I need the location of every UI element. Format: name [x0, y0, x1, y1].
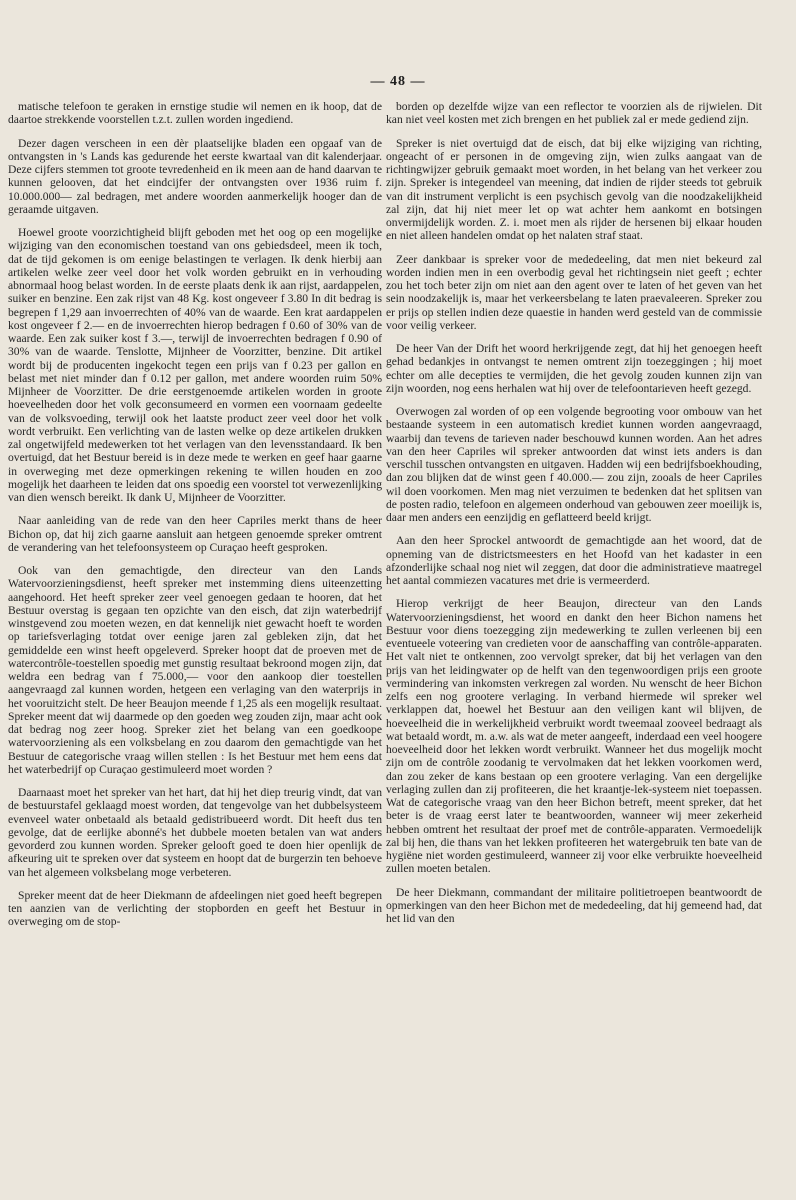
- left-paragraph-1: matische telefoon te geraken in ernstige studie wil nemen en ik hoop, dat de daartoe strekkende voorstellen t.z.t. zullen worden ingediend.: [8, 100, 382, 127]
- left-paragraph-5: Ook van den gemachtigde, den directeur van den Lands Watervoorzieningsdienst, heeft spreker met instemming diens uiteenzetting aangehoord. Het heeft spreker zeer veel genoegen gedaan te hooren, dat het Bestuur overstag is gegaan ten opzichte van den eisch, dat zijn waterbedrijf winstgevend zou moeten wezen, en dat kennelijk niet gewacht hoeft te worden op tariefsverlaging totdat over eenige jaren zal gebleken zijn, dat het gemiddelde een winst heeft opgeleverd. Spreker hoopt dat de proeven met de watercontrôle-toestellen spoedig met gunstig resultaat bekroond mogen zijn, dat weldra een bedrag van f 75.000,— voor den aankoop dier toestellen aangevraagd zal kunnen worden, hetgeen een verlaging van den waterprijs in het vooruitzicht stelt. De heer Beaujon meende f 1,25 als een mogelijk resultaat. Spreker meent dat wij daarmede op den goeden weg zouden zijn, maar acht ook dat bedrag nog zeer hoog. Spreker ziet het belang van een goedkoope watervoorziening als een volksbelang en zou daarom den gemachtigde van het Bestuur de categorische vraag willen stellen : Is het Bestuur met hem eens dat het waterbedrijf op Curaçao gestimuleerd moet worden ?: [8, 564, 382, 776]
- right-paragraph-3: Zeer dankbaar is spreker voor de mededeeling, dat men niet bekeurd zal worden indien men in een overbodig geval het richtingsein niet geeft ; echter zou het toch beter zijn om niet aan den agent over te laten of het geven van het sein noodzakelijk is, maar het verkeersbelang te laten praevaleeren. Spreker zou er prijs op stellen indien deze quaestie in handen werd gesteld van de commissie voor veilig verkeer.: [386, 252, 762, 332]
- left-paragraph-6: Daarnaast moet het spreker van het hart, dat hij het diep treurig vindt, dat van de bestuurstafel geklaagd moest worden, dat tengevolge van het dubbelsysteem evenveel water onbetaald als betaald gedistribueerd wordt. Dit heeft dus ten gevolge, dat de eerlijke abonné's het dubbele moeten betalen van wat anders gevorderd zou kunnen worden. Spreker gelooft goed te doen hier openlijk de afkeuring uit te spreken over dat systeem en hoopt dat de burgerzin ten behoeve van het algemeen volksbelang moge verbeteren.: [8, 786, 382, 879]
- page-margin: [796, 0, 809, 1200]
- right-paragraph-4: De heer Van der Drift het woord herkrijgende zegt, dat hij het genoegen heeft gehad bedankjes in ontvangst te nemen omtrent zijn toezeggingen ; hij moet echter om alle decepties te vermijden, die het gevolg zouden kunnen zijn van zijn woorden, nog eens herhalen wat hij over de telefoontarieven heeft gezegd.: [386, 342, 762, 395]
- right-paragraph-7: Hierop verkrijgt de heer Beaujon, directeur van den Lands Watervoorzieningsdienst, het woord en dankt den heer Bichon namens het Bestuur voor diens toezegging zijn medewerking te zullen verleenen bij een eventueele voteering van credieten voor de aanschaffing van contrôle-apparaten. Het valt niet te ontkennen, zoo vervolgt spreker, dat bij het verlagen van den prijs van het leidingwater op de helft van den tegenwoordigen prijs een groote vermindering van inkomsten verkregen zal worden. Nu wenscht de heer Bichon zelfs een nog grootere verlaging. In verband hiermede wil spreker wel verklappen dat, hoewel het Bestuur aan den veiligen kant wil blijven, de hoeveelheid die in werkelijkheid verbruikt wordt tweemaal zooveel bedraagt als wat betaald wordt, m. a.w. als wat de meter aangeeft, inderdaad een veel hoogere hoeveelheid door het lekken wordt verbruikt. Wanneer het dus mogelijk mocht zijn om de contrôle zoodanig te vervolmaken dat het lekken voorkomen werd, dan zou zeker de kans bestaan op een grootere verlaging. Van een dergelijke verlaging zullen dan zij profiteeren, die het kraantje-lek-systeem niet toepassen. Wat de categorische vraag van den heer Bichon betreft, meent spreker, dat het beter is de vraag eerst later te beantwoorden, wanneer wij meer zekerheid hebben omtrent het resultaat der proef met de contrôle-apparaten. Vermoedelijk zal bij hen, die thans van het lekken profiteeren het watergebruik ten bate van de hygiëne niet worden gestimuleerd, wanneer zij voor elke verbruikte hoeveelheid zullen moeten betalen.: [386, 597, 762, 876]
- right-paragraph-6: Aan den heer Sprockel antwoordt de gemachtigde aan het woord, dat de opneming van de districtsmeesters en het Hoofd van het kadaster in een afzonderlijke schaal nog niet wil zeggen, dat door die administratieve maatregel het aantal commiezen vacatures met drie is vermeerderd.: [386, 534, 762, 587]
- right-paragraph-2: Spreker is niet overtuigd dat de eisch, dat bij elke wijziging van richting, ongeacht of er personen in de omgeving zijn, wien zulks aangaat van de richtingwijzer gebruik gemaakt moet worden, in het belang van het verkeer zou zijn. Spreker is integendeel van meening, dat indien de rijder steeds tot gebruik van dit instrument verplicht is een psychisch gevolg van die noodzakelijkheid zal zijn, dat hij niet meer let op wat achter hem aankomt en botsingen onvermijdelijk worden. Z. i. moet men als rijder de hersenen bij elkaar houden en niet alleen handelen omdat op het nalaten straf staat.: [386, 136, 762, 243]
- left-paragraph-7: Spreker meent dat de heer Diekmann de afdeelingen niet goed heeft begrepen ten aanzien van de verlichting der stopborden en geeft het Bestuur in overweging om de stop-: [8, 888, 382, 929]
- left-column: [8, 100, 382, 1130]
- right-paragraph-5: Overwogen zal worden of op een volgende begrooting voor ombouw van het bestaande systeem in een automatisch krediet kunnen worden aangevraagd, waarbij dan tevens de tarieven nader beschouwd kunnen worden. Aan het adres van den heer Capriles wil spreker antwoorden dat winst iets anders is dan verschil tusschen ontvangsten en uitgaven. Hadden wij een bedrijfsboekhouding, dan zou blijken dat de winst geen f 40.000.— zou zijn, zooals de heer Capriles wil doen voorkomen. Men mag niet verzuimen te bedenken dat het splitsen van de posten radio, telefoon en algemeen onderhoud van gebouwen zeer moeilijk is, daar men anders een eenzijdig en geflatteerd beeld krijgt.: [386, 405, 762, 524]
- left-paragraph-2: Dezer dagen verscheen in een dèr plaatselijke bladen een opgaaf van de ontvangsten in 's Lands kas gedurende het eerste kwartaal van dit kalenderjaar. Deze cijfers stemmen tot groote tevredenheid en ik meen aan de hand daarvan te kunnen gelooven, dat het eindcijfer der ontvangsten over 1936 ruim f. 10.000.000— zal bedragen, met andere woorden aanmerkelijk hooger dan de geraamde uitgaven.: [8, 136, 382, 216]
- left-paragraph-4: Naar aanleiding van de rede van den heer Capriles merkt thans de heer Bichon op, dat hij zich gaarne aansluit aan hetgeen genoemde spreker omtrent de verandering van het telefoonsysteem op Curaçao heeft gesproken.: [8, 514, 382, 554]
- right-column: [386, 100, 762, 1130]
- left-paragraph-3: Hoewel groote voorzichtigheid blijft geboden met het oog op een mogelijke wijziging van den economischen toestand van ons gebiedsdeel, meen ik toch, dat de tijd gekomen is om eenige belastingen te verlagen. Ik denk hierbij aan artikelen welke zeer veel door het volk worden gebruikt en in verhouding abnormaal hoog belast worden. In de eerste plaats denk ik aan rijst, aardappelen, suiker en benzine. Een zak rijst van 48 Kg. kost ongeveer f 3.80 In dit bedrag is begrepen f 1,29 aan invoerrechten of 40% van de waarde. Een krat aardappelen kost ongeveer f 2.— en de invoerrechten hierop bedragen f 0.60 of 30% van de waarde. Een zak suiker kost f 3.—, terwijl de invoerrechten bedragen f 0.90 of 30% van de waarde. Tenslotte, Mijnheer de Voorzitter, benzine. Dit artikel wordt bij de producenten ingekocht tegen een prijs van f 0.23 per gallon en belast met niet minder dan f 0.12 per gallon, met andere woorden ruim 50% Mijnheer de Voorzitter. De drie eerstgenoemde artikelen worden in groote hoeveelheden door het volk geconsumeerd en vormen een voornaam gedeelte van de volksvoeding, terwijl ook het laatste product zeer veel door het volk wordt verbruikt. Een verlichting van de lasten welke op deze artikelen drukken zal ongetwijfeld medewerken tot het verlagen van den levensstandaard. Ik ben overtuigd, dat het Bestuur bereid is in deze mede te werken en geef haar gaarne in overweging met deze opmerkingen rekening te willen houden en zoo mogelijk het daarheen te leiden dat ons spoedig een voorstel tot verwezenlijking van dien wensch bereikt. Ik dank U, Mijnheer de Voorzitter.: [8, 226, 382, 504]
- page-number: — 48 —: [370, 74, 426, 89]
- right-paragraph-1: borden op dezelfde wijze van een reflector te voorzien als de rijwielen. Dit kan niet veel kosten met zich brengen en het publiek zal er mede gediend zijn.: [386, 100, 762, 127]
- right-paragraph-8: De heer Diekmann, commandant der militaire politietroepen beantwoordt de opmerkingen van den heer Bichon met de mededeeling, dat hij gemeend had, dat het lid van den: [386, 885, 762, 925]
